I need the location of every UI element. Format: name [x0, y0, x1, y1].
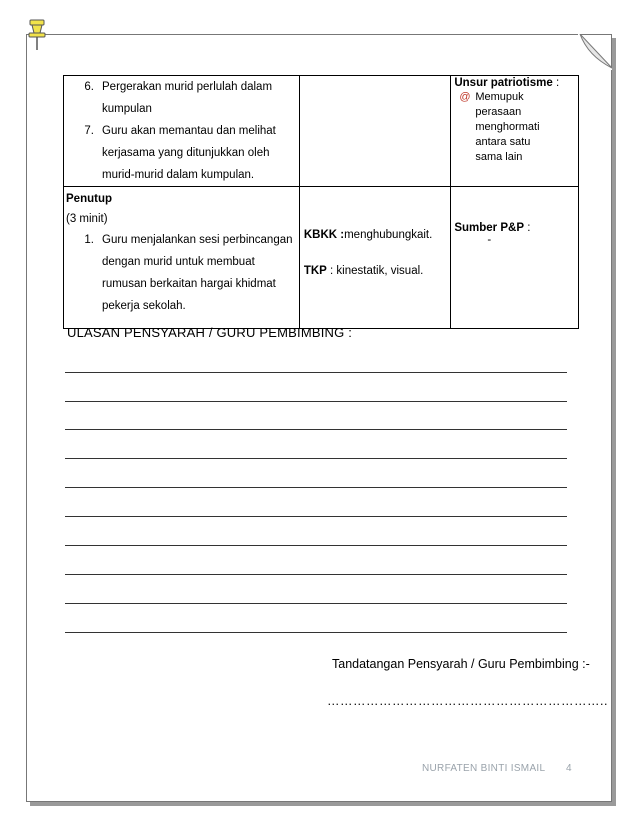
comment-line	[65, 429, 567, 430]
list-text: Guru akan memantau dan melihat	[102, 125, 276, 137]
kbkk-value: menghubungkait.	[344, 229, 433, 241]
resources-cell	[451, 187, 579, 329]
page-number: 4	[566, 763, 572, 774]
review-heading: ULASAN PENSYARAH / GURU PEMBIMBING :	[67, 325, 353, 340]
bullet-text: antara satu	[475, 136, 531, 148]
list-text: pekerja sekolah.	[102, 300, 186, 312]
sumber-value: -	[487, 234, 492, 246]
page-curl-icon	[578, 34, 612, 70]
comment-line	[65, 458, 567, 459]
list-item	[64, 229, 299, 317]
footer-author: NURFATEN BINTI ISMAIL	[422, 763, 546, 774]
sumber-label: Sumber P&P	[454, 222, 525, 234]
tkp-label: TKP	[303, 265, 327, 277]
spiral-bullet-icon: @	[459, 91, 471, 103]
values-cell	[451, 76, 579, 187]
pushpin-icon	[26, 18, 48, 52]
kbkk-line	[300, 187, 451, 241]
list-text: Guru menjalankan sesi perbincangan	[102, 234, 293, 246]
comment-line	[65, 632, 567, 633]
kbkk-label: KBKK :	[303, 229, 345, 241]
comment-line	[65, 516, 567, 517]
list-text: dengan murid untuk membuat	[102, 256, 255, 268]
comment-line	[65, 545, 567, 546]
bullet-text: Memupuk	[475, 91, 524, 103]
lesson-plan-table	[63, 75, 579, 329]
bullet-text: perasaan	[475, 106, 522, 118]
tkp-value: : kinestatik, visual.	[326, 265, 424, 277]
list-text: rumusan berkaitan hargai khidmat	[102, 278, 276, 290]
heading-colon: :	[552, 77, 560, 89]
duration-text: (3 minit)	[66, 213, 108, 225]
list-text: Pergerakan murid perlulah dalam	[102, 81, 273, 93]
empty-cell	[299, 76, 451, 187]
comment-line	[65, 372, 567, 373]
tkp-line	[300, 241, 451, 277]
table-row	[64, 76, 579, 187]
comment-line	[65, 603, 567, 604]
steps-cell	[64, 76, 300, 187]
comment-line	[65, 401, 567, 402]
closing-cell	[64, 187, 300, 329]
bullet-text: sama lain	[475, 151, 523, 163]
list-text: murid-murid dalam kumpulan.	[102, 169, 255, 181]
sumber-colon: :	[524, 222, 531, 234]
list-text: kerjasama yang ditunjukkan oleh	[102, 147, 270, 159]
skills-cell	[299, 187, 451, 329]
list-item	[64, 76, 299, 120]
comment-line	[65, 574, 567, 575]
bullet-text: menghormati	[475, 121, 540, 133]
list-number: 6.	[84, 81, 94, 93]
signature-label: Tandatangan Pensyarah / Guru Pembimbing :-	[332, 657, 590, 671]
list-number: 7.	[84, 125, 94, 137]
table-row	[64, 187, 579, 329]
section-heading: Penutup	[66, 193, 112, 205]
cell-heading: Unsur patriotisme	[454, 77, 553, 89]
comment-line	[65, 487, 567, 488]
list-text: kumpulan	[102, 103, 152, 115]
list-number: 1.	[84, 234, 94, 246]
signature-dots: ………………………………………………………..	[327, 694, 608, 708]
list-item	[64, 120, 299, 186]
